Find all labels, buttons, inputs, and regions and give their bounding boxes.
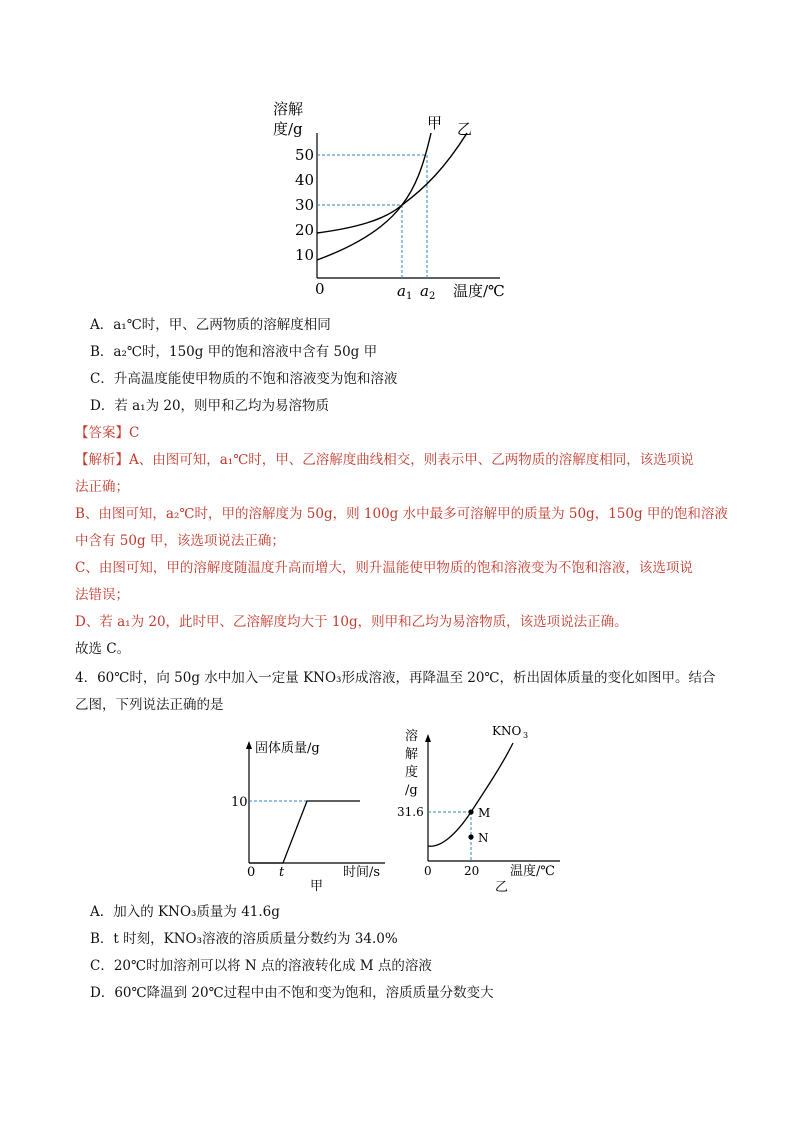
y-tick-10: 10 <box>295 246 315 264</box>
y-tick-40: 40 <box>295 171 315 189</box>
q3-option-d: D．若 a₁为 20，则甲和乙均为易溶物质 <box>90 398 330 414</box>
solid-mass-chart <box>225 735 395 895</box>
analysis-tag: 【解析】 <box>75 452 129 468</box>
q3-option-a: A．a₁℃时，甲、乙两物质的溶解度相同 <box>90 317 331 333</box>
yi-curve-label-sub: 3 <box>523 731 529 740</box>
jia-x-label: 时间/s <box>343 865 381 880</box>
origin-label: 0 <box>315 280 325 298</box>
solubility-figure-1 <box>255 98 535 308</box>
answer-line: 【答案】C <box>75 425 140 441</box>
q4-option-b: B．t 时刻，KNO₃溶液的溶质质量分数约为 34.0% <box>90 931 398 947</box>
point-m-dot <box>468 809 473 814</box>
jia-y-label: 固体质量/g <box>255 741 320 756</box>
q4-option-d: D．60℃降温到 20℃过程中由不饱和变为饱和，溶质质量分数变大 <box>90 985 494 1001</box>
curve-label-yi: 乙 <box>457 120 473 138</box>
analysis-line-8: 故选 C。 <box>75 641 131 657</box>
q4-stem-line-1: 4．60℃时，向 50g 水中加入一定量 KNO₃形成溶液，再降温至 20℃，析出固体质量的变化如图甲。结合 <box>75 670 716 686</box>
y-tick-30: 30 <box>295 196 315 214</box>
yi-x-tick-20: 20 <box>464 864 480 878</box>
jia-mass-line <box>249 801 360 863</box>
y-axis-label-line1: 溶解 <box>273 100 304 118</box>
x-axis-label: 温度/℃ <box>453 282 505 300</box>
figure-yi <box>395 718 570 898</box>
q3-option-c: C．升高温度能使甲物质的不饱和溶液变为饱和溶液 <box>90 371 398 387</box>
jia-origin: 0 <box>247 865 256 880</box>
point-n-label: N <box>478 831 489 845</box>
x-mark-a1: a <box>397 282 406 300</box>
analysis-text-1: A、由图可知，a₁℃时，甲、乙溶解度曲线相交，则表示甲、乙两物质的溶解度相同，该选项说 <box>129 452 694 468</box>
figure-jia <box>225 735 395 895</box>
yi-caption: 乙 <box>495 880 509 895</box>
jia-t-label: t <box>279 865 285 880</box>
x-mark-a2-sub: 2 <box>429 291 436 302</box>
yi-x-label: 温度/℃ <box>510 864 555 879</box>
analysis-line-5: C、由图可知，甲的溶解度随温度升高而增大，则升温能使甲物质的饱和溶液变为不饱和溶液，该选项说 <box>75 560 693 576</box>
yi-kno3-curve <box>428 743 513 846</box>
q4-stem-line-2: 乙图，下列说法正确的是 <box>75 697 224 713</box>
yi-y-char-2: 解 <box>405 747 419 762</box>
yi-origin: 0 <box>424 864 432 878</box>
y-tick-50: 50 <box>295 146 315 164</box>
analysis-line-6: 法错误； <box>75 587 129 603</box>
yi-y-char-4: /g <box>405 783 418 798</box>
yi-curve-label: KNO <box>492 724 522 738</box>
x-mark-a1-sub: 1 <box>406 291 413 302</box>
yi-y-tick-31-6: 31.6 <box>397 805 424 819</box>
analysis-line-7: D、若 a₁为 20，此时甲、乙溶解度均大于 10g，则甲和乙均为易溶物质，该选项说法正确。 <box>75 614 628 630</box>
y-tick-20: 20 <box>295 221 315 239</box>
curve-label-jia: 甲 <box>427 114 443 132</box>
analysis-line-4: 中含有 50g 甲，该选项说法正确； <box>75 533 285 549</box>
analysis-line-1 <box>75 451 694 469</box>
y-axis-label-line2: 度/g <box>273 120 303 138</box>
jia-y-tick-10: 10 <box>231 795 248 810</box>
yi-y-char-3: 度 <box>405 765 419 780</box>
curve-yi <box>317 133 467 233</box>
kno3-solubility-chart <box>395 718 570 898</box>
analysis-line-3: B、由图可知，a₂℃时，甲的溶解度为 50g，则 100g 水中最多可溶解甲的质量为 50g，150g 甲的饱和溶液 <box>75 506 728 522</box>
q4-option-a: A．加入的 KNO₃质量为 41.6g <box>90 904 280 920</box>
x-mark-a2: a <box>420 282 429 300</box>
q3-option-b: B．a₂℃时，150g 甲的饱和溶液中含有 50g 甲 <box>90 344 378 360</box>
jia-caption: 甲 <box>310 879 324 894</box>
analysis-line-2: 法正确； <box>75 479 129 495</box>
point-n-dot <box>468 834 473 839</box>
q4-option-c: C．20℃时加溶剂可以将 N 点的溶液转化成 M 点的溶液 <box>90 958 432 974</box>
solubility-chart-1 <box>255 98 535 308</box>
yi-y-char-1: 溶 <box>405 729 419 744</box>
point-m-label: M <box>478 806 491 820</box>
